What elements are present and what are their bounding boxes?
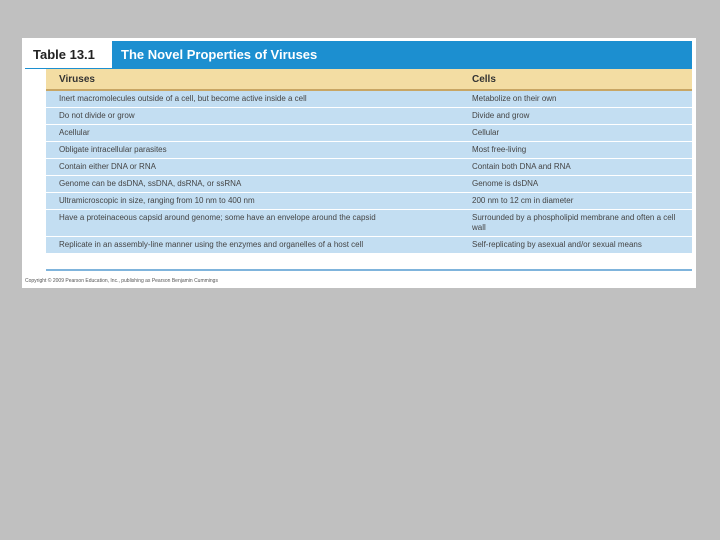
virus-cell: Inert macromolecules outside of a cell, but become active inside a cell	[46, 90, 459, 108]
cell-cell: Genome is dsDNA	[459, 176, 692, 193]
virus-cell: Replicate in an assembly-line manner using the enzymes and organelles of a host cell	[46, 237, 459, 254]
properties-table-wrapper	[46, 69, 692, 254]
table-card	[22, 38, 696, 288]
cell-cell: 200 nm to 12 cm in diameter	[459, 193, 692, 210]
cell-cell: Cellular	[459, 125, 692, 142]
virus-cell: Ultramicroscopic in size, ranging from 10 nm to 400 nm	[46, 193, 459, 210]
cell-cell: Surrounded by a phospholipid membrane and often a cell wall	[459, 210, 692, 237]
cell-cell: Divide and grow	[459, 108, 692, 125]
virus-cell: Contain either DNA or RNA	[46, 159, 459, 176]
table-title: The Novel Properties of Viruses	[121, 47, 318, 62]
table-row	[46, 125, 692, 142]
table-row	[46, 210, 692, 237]
table-row	[46, 176, 692, 193]
table-row	[46, 237, 692, 254]
header-viruses: Viruses	[46, 69, 459, 90]
table-row	[46, 90, 692, 108]
cell-cell: Metabolize on their own	[459, 90, 692, 108]
virus-cell: Acellular	[46, 125, 459, 142]
header-cells: Cells	[459, 69, 692, 90]
header-row	[46, 69, 692, 90]
cell-cell: Contain both DNA and RNA	[459, 159, 692, 176]
table-label: Table 13.1	[25, 41, 112, 69]
title-bar	[25, 41, 692, 69]
virus-cell: Do not divide or grow	[46, 108, 459, 125]
virus-cell: Obligate intracellular parasites	[46, 142, 459, 159]
cell-cell: Self-replicating by asexual and/or sexual means	[459, 237, 692, 254]
table-bottom-rule	[46, 269, 692, 271]
properties-table	[46, 69, 692, 254]
table-row	[46, 193, 692, 210]
table-row	[46, 159, 692, 176]
table-row	[46, 142, 692, 159]
cell-cell: Most free-living	[459, 142, 692, 159]
virus-cell: Have a proteinaceous capsid around genome; some have an envelope around the capsid	[46, 210, 459, 237]
table-row	[46, 108, 692, 125]
virus-cell: Genome can be dsDNA, ssDNA, dsRNA, or ssRNA	[46, 176, 459, 193]
copyright-notice: Copyright © 2009 Pearson Education, Inc., publishing as Pearson Benjamin Cummings	[25, 278, 218, 284]
